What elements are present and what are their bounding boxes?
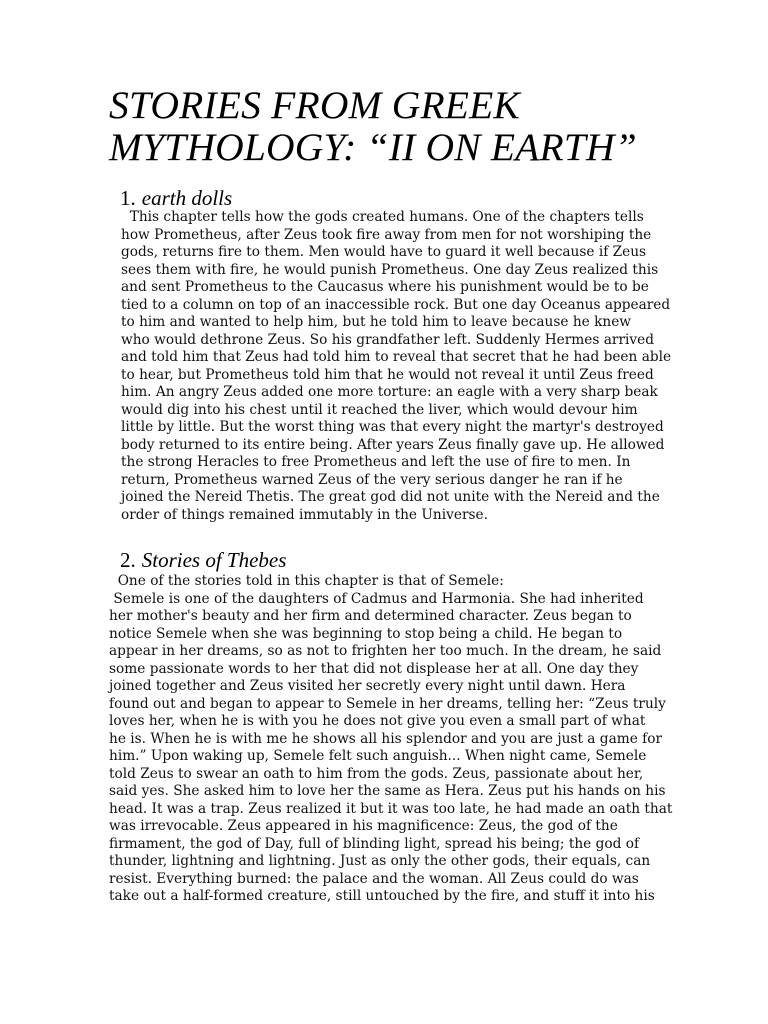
section-body-earth-dolls [121, 209, 671, 524]
text-line: would dig into his chest until it reached the liver, which would devour him [121, 401, 638, 418]
text-line: Semele is one of the daughters of Cadmus and Harmonia. She had inherited [109, 590, 644, 607]
text-line: head. It was a trap. Zeus realized it but it was too late, he had made an oath that [109, 800, 673, 817]
section-number: 2. [120, 548, 136, 572]
section-title: Stories of Thebes [141, 548, 287, 572]
text-line: One of the stories told in this chapter is that of Semele: [109, 573, 504, 589]
text-line: the strong Heracles to free Prometheus and left the use of fire to men. In [121, 454, 631, 470]
text-line: how Prometheus, after Zeus took fire away from men for not worshiping the [121, 226, 652, 243]
text-line: sees them with fire, he would punish Prometheus. One day Zeus realized this [121, 261, 659, 278]
text-line: who would dethrone Zeus. So his grandfather left. Suddenly Hermes arrived [121, 331, 654, 348]
text-line: and sent Prometheus to the Caucasus where his punishment would be to be [121, 279, 649, 295]
text-line: appear in her dreams, so as not to frighten her too much. In the dream, he said [109, 643, 662, 659]
text-line: him.” Upon waking up, Semele felt such anguish... When night came, Semele [109, 748, 647, 764]
text-line: gods, returns fire to them. Men would have to guard it well because if Zeus [121, 244, 647, 260]
text-line: joined the Nereid Thetis. The great god did not unite with the Nereid and the [121, 489, 660, 505]
text-line: found out and began to appear to Semele in her dreams, telling her: “Zeus truly [109, 695, 666, 712]
text-line: thunder, lightning and lightning. Just as only the other gods, their equals, can [109, 853, 651, 869]
text-line: return, Prometheus warned Zeus of the very serious danger he ran if he [121, 471, 623, 488]
text-line: joined together and Zeus visited her secretly every night until dawn. Hera [109, 678, 626, 694]
text-line: to hear, but Prometheus told him that he would not reveal it until Zeus freed [121, 366, 654, 383]
section-heading-earth-dolls [120, 186, 232, 210]
text-line: take out a half-formed creature, still untouched by the fire, and stuff it into his [109, 888, 655, 904]
text-line: her mother's beauty and her firm and determined character. Zeus began to [109, 608, 632, 624]
title-line: MYTHOLOGY: “II ON EARTH” [109, 125, 637, 169]
document-title [109, 84, 709, 168]
text-line: to him and wanted to help him, but he told him to leave because he knew [121, 314, 632, 330]
text-line: told Zeus to swear an oath to him from the gods. Zeus, passionate about her, [109, 765, 644, 782]
text-line: loves her, when he is with you he does not give you even a small part of what [109, 713, 646, 729]
text-line: tied to a column on top of an inaccessible rock. But one day Oceanus appeared [121, 296, 671, 313]
text-line: said yes. She asked him to love her the same as Hera. Zeus put his hands on his [109, 783, 666, 799]
text-line: resist. Everything burned: the palace and the woman. All Zeus could do was [109, 870, 639, 887]
section-title: earth dolls [141, 186, 233, 210]
text-line: some passionate words to her that did not displease her at all. One day they [109, 660, 639, 677]
text-line: him. An angry Zeus added one more torture: an eagle with a very sharp beak [121, 384, 658, 400]
section-heading-stories-of-thebes [120, 548, 286, 572]
text-line: order of things remained immutably in the Universe. [121, 506, 488, 523]
text-line: little by little. But the worst thing was that every night the martyr's destroyed [121, 419, 664, 435]
section-body-stories-of-thebes [109, 573, 672, 906]
text-line: firmament, the god of Day, full of blinding light, spread his being; the god of [109, 835, 640, 852]
text-line: notice Semele when she was beginning to stop being a child. He began to [109, 625, 623, 642]
title-line: STORIES FROM GREEK [109, 83, 520, 127]
section-number: 1. [120, 186, 136, 210]
text-line: was irrevocable. Zeus appeared in his magnificence: Zeus, the god of the [109, 818, 618, 834]
text-line: body returned to its entire being. After years Zeus finally gave up. He allowed [121, 436, 665, 453]
text-line: he is. When he is with me he shows all his splendor and you are just a game for [109, 730, 663, 747]
text-line: and told him that Zeus had told him to reveal that secret that he had been able [121, 349, 672, 365]
text-line: This chapter tells how the gods created humans. One of the chapters tells [121, 209, 644, 225]
